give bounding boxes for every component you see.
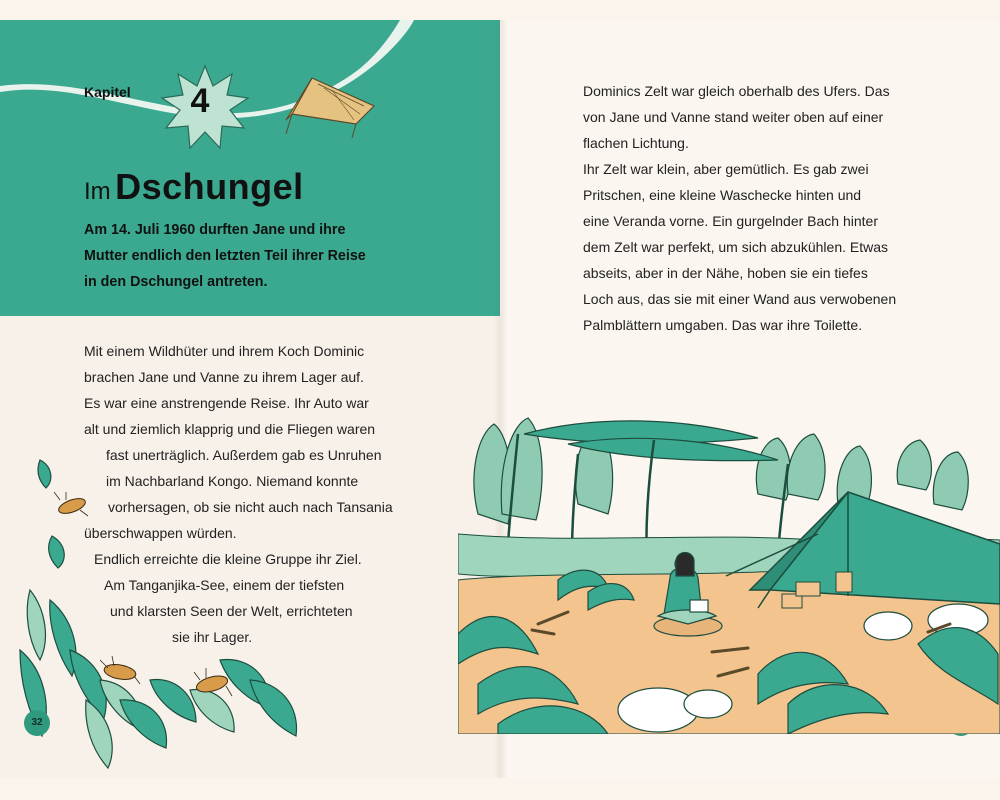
text-line: Pritschen, eine kleine Waschecke hinten und <box>583 187 862 203</box>
chapter-intro <box>84 217 414 295</box>
intro-line: Am 14. Juli 1960 durften Jane und ihre <box>84 222 346 238</box>
page-number-left: 32 <box>24 710 50 736</box>
text-line: eine Veranda vorne. Ein gurgelnder Bach hinter <box>583 213 878 229</box>
text-line: Dominics Zelt war gleich oberhalb des Ufers. Das <box>583 83 890 99</box>
book-spread <box>0 20 1000 778</box>
text-line: Es war eine anstrengende Reise. Ihr Auto war <box>84 395 369 411</box>
text-line: flachen Lichtung. <box>583 135 689 151</box>
text-line: im Nachbarland Kongo. Niemand konnte <box>106 473 359 489</box>
title-main: Dschungel <box>115 166 304 207</box>
tent-icon <box>284 72 379 142</box>
intro-line: in den Dschungel antreten. <box>84 274 268 290</box>
intro-line: Mutter endlich den letzten Teil ihrer Reise <box>84 248 366 264</box>
left-page <box>0 20 500 778</box>
text-line: überschwappen würden. <box>84 525 237 541</box>
chapter-title <box>84 166 304 208</box>
text-line: vorhersagen, ob sie nicht auch nach Tansania <box>108 499 393 515</box>
text-line: fast unerträglich. Außerdem gab es Unruhen <box>106 447 382 463</box>
right-body-text <box>583 78 963 338</box>
chapter-label: Kapitel <box>84 84 131 100</box>
text-line: Loch aus, das sie mit einer Wand aus verwobenen <box>583 291 897 307</box>
text-line: abseits, aber in der Nähe, hoben sie ein tiefes <box>583 265 868 281</box>
jungle-camp-illustration <box>458 404 1000 734</box>
text-line: Mit einem Wildhüter und ihrem Koch Dominic <box>84 343 365 359</box>
text-line: alt und ziemlich klapprig und die Fliegen waren <box>84 421 376 437</box>
text-line: Am Tanganjika-See, einem der tiefsten <box>104 577 345 593</box>
text-line: Endlich erreichte die kleine Gruppe ihr Ziel. <box>94 551 362 567</box>
title-prefix: Im <box>84 178 111 205</box>
chapter-number: 4 <box>190 82 210 120</box>
text-line: sie ihr Lager. <box>172 629 253 645</box>
text-line: brachen Jane und Vanne zu ihrem Lager auf. <box>84 369 364 385</box>
text-line: Palmblättern umgaben. Das war ihre Toilette. <box>583 317 863 333</box>
text-line: dem Zelt war perfekt, um sich abzukühlen. Etwas <box>583 239 889 255</box>
text-line: von Jane und Vanne stand weiter oben auf einer <box>583 109 884 125</box>
chapter-header-band <box>0 20 500 316</box>
text-line: und klarsten Seen der Welt, errichteten <box>110 603 353 619</box>
text-line: Ihr Zelt war klein, aber gemütlich. Es gab zwei <box>583 161 869 177</box>
